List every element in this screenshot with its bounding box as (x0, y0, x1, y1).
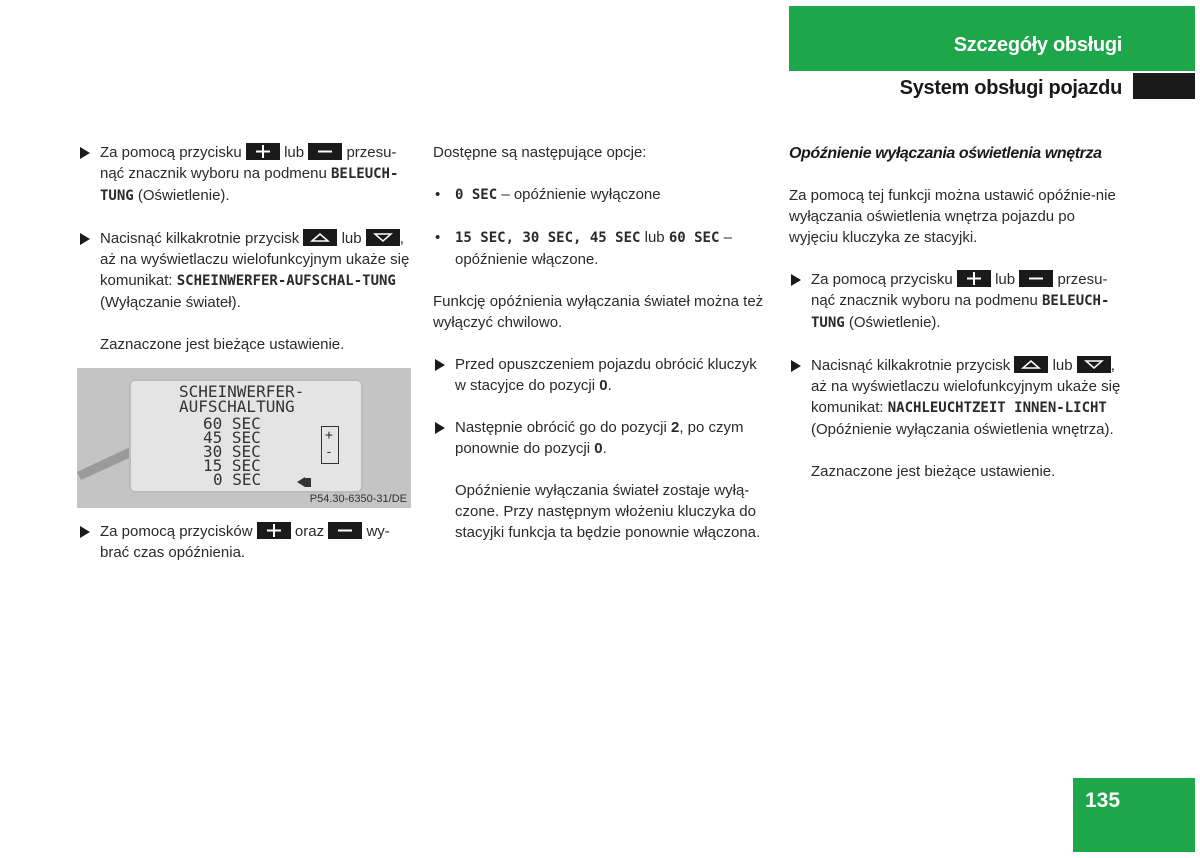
step-text: lub (995, 271, 1016, 288)
step-text: (Opóźnienie wyłączania oświetlenia wnętrza). (811, 421, 1114, 438)
step-text: Nacisnąć kilkakrotnie przycisk (100, 230, 300, 247)
step-text: lub (284, 144, 305, 161)
step-text: Nacisnąć kilkakrotnie przycisk (811, 357, 1011, 374)
bullet-dot-icon: • (435, 186, 441, 203)
display-option: 15 SEC (203, 456, 261, 475)
bullet-triangle-icon (435, 359, 445, 371)
bullet-triangle-icon (791, 274, 801, 286)
display-illustration (77, 368, 411, 508)
step-text: oraz (294, 523, 325, 540)
menu-code: NACHLEUCHTZEIT INNEN-LICHT (887, 400, 1107, 416)
display-option: 0 SEC (213, 470, 262, 489)
section-heading: Opóźnienie wyłączania oświetlenia wnętrza (789, 145, 1102, 162)
column-1 (78, 142, 412, 355)
adjust-scale-box (321, 426, 339, 464)
option-text: – opóźnienie wyłączone (501, 186, 661, 203)
display-title-line2: AUFSCHALTUNG (179, 397, 295, 416)
option-code: 60 SEC (668, 230, 720, 246)
up-arrow-button-icon (303, 229, 337, 246)
step-text: (Oświetlenie). (137, 187, 230, 204)
menu-code: BELEUCH-TUNG (811, 293, 1110, 331)
step-text: Za pomocą przycisków (100, 523, 253, 540)
step-text: Za pomocą przycisku (100, 144, 242, 161)
figure-code: P54.30-6350-31/DE (309, 493, 407, 505)
step-text: wy-brać czas opóźnienia. (100, 523, 390, 561)
scale-plus-symbol: + (325, 428, 333, 443)
down-arrow-button-icon (366, 229, 400, 246)
note-text: Zaznaczone jest bieżące ustawienie. (100, 336, 345, 353)
plus-button-icon (957, 270, 991, 287)
minus-button-icon (308, 143, 342, 160)
menu-code: SCHEINWERFER-AUFSCHAL-TUNG (176, 273, 396, 289)
instruction-step (433, 354, 769, 396)
up-arrow-button-icon (1014, 356, 1048, 373)
step-text: przesu-nąć znacznik wyboru na podmenu (811, 271, 1108, 309)
column-2 (433, 142, 769, 543)
column-1-bottom (78, 521, 412, 563)
step-text: (Wyłączanie świateł). (100, 294, 241, 311)
display-option: 60 SEC (203, 414, 261, 433)
step-text: Za pomocą przycisku (811, 271, 953, 288)
step-text: . (607, 377, 612, 394)
key-position: 2 (670, 419, 680, 436)
display-title-line1: SCHEINWERFER- (179, 382, 305, 401)
intro-text: Za pomocą tej funkcji można ustawić opóźnie-nie wyłączania oświetlenia wnętrza pojazdu po wyjęciu kluczyka ze stacyjki. (789, 187, 1116, 246)
menu-code: BELEUCH-TUNG (100, 166, 399, 204)
instruction-step (789, 355, 1125, 440)
scale-minus-symbol: - (325, 445, 333, 460)
option-code: 0 SEC (455, 187, 498, 203)
instruction-step (789, 269, 1125, 334)
plus-button-icon (257, 522, 291, 539)
option-text: – opóźnienie włączone. (455, 229, 732, 268)
key-position: 0 (599, 377, 608, 394)
instruction-step (78, 228, 412, 313)
step-text: , po czym ponownie do pozycji (455, 419, 744, 457)
subsection-title: System obsługi pojazdu (899, 77, 1122, 99)
bullet-triangle-icon (80, 147, 90, 159)
option-text: lub (644, 229, 665, 246)
body-text: Funkcję opóźnienia wyłączania świateł można też wyłączyć chwilowo. (433, 293, 764, 331)
result-text: Opóźnienie wyłączania świateł zostaje wyłą-czone. Przy następnym włożeniu kluczyka do stacyjki funkcja ta będzie ponownie włączona. (455, 482, 761, 541)
step-text: przesu-nąć znacznik wyboru na podmenu (100, 144, 397, 182)
intro-text: Dostępne są następujące opcje: (433, 144, 647, 161)
selection-marker-icon (297, 476, 313, 488)
step-text: lub (341, 230, 362, 247)
bullet-triangle-icon (80, 233, 90, 245)
bullet-triangle-icon (435, 422, 445, 434)
option-code: 15 SEC, 30 SEC, 45 SEC (455, 230, 641, 246)
step-text: , aż na wyświetlaczu wielofunkcyjnym ukaże się komunikat: (100, 230, 410, 289)
bullet-dot-icon: • (435, 229, 441, 246)
column-3 (789, 142, 1125, 482)
header-accent-bar (1133, 73, 1195, 99)
step-text: . (602, 440, 607, 457)
minus-button-icon (1019, 270, 1053, 287)
option-item (433, 227, 769, 270)
bullet-triangle-icon (80, 526, 90, 538)
step-text: Następnie obrócić go do pozycji (455, 419, 667, 436)
instruction-step (78, 142, 412, 207)
step-text: (Oświetlenie). (848, 314, 941, 331)
step-text: Przed opuszczeniem pojazdu obrócić kluczyk w stacyjce do pozycji (455, 356, 757, 394)
section-title: Szczegóły obsługi (953, 34, 1122, 56)
display-option: 30 SEC (203, 442, 261, 461)
minus-button-icon (328, 522, 362, 539)
page-number: 135 (1085, 789, 1121, 812)
note-text: Zaznaczone jest bieżące ustawienie. (811, 463, 1056, 480)
plus-button-icon (246, 143, 280, 160)
option-item (433, 184, 769, 206)
instruction-step (433, 417, 769, 459)
down-arrow-button-icon (1077, 356, 1111, 373)
step-text: , aż na wyświetlaczu wielofunkcyjnym ukaże się komunikat: (811, 357, 1121, 416)
step-text: lub (1052, 357, 1073, 374)
multifunction-display (129, 379, 363, 493)
bullet-triangle-icon (791, 360, 801, 372)
display-option: 45 SEC (203, 428, 261, 447)
instruction-step (78, 521, 412, 563)
key-position: 0 (594, 440, 603, 457)
